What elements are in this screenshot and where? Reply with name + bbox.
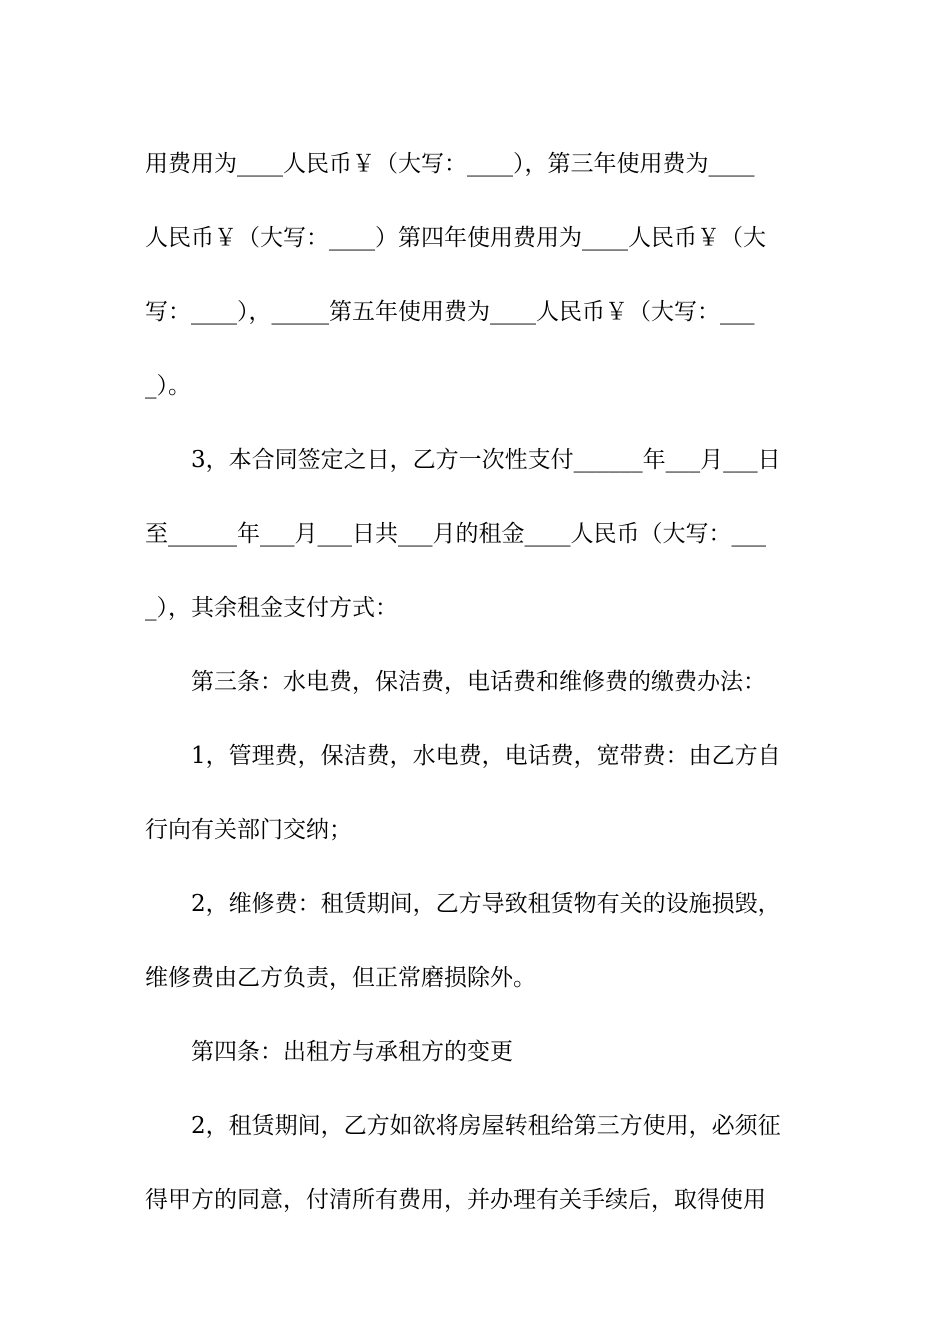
section-heading: 第四条：出租方与承租方的变更 [191,1039,513,1065]
text-line: 3，本合同签定之日，乙方一次性支付______年___月___日 [191,447,781,473]
text-line: 人民币￥（大写：____）第四年使用费用为____人民币￥（大 [145,225,766,251]
text-line: 1，管理费，保洁费，水电费，电话费，宽带费：由乙方自 [191,743,781,769]
contract-text [145,127,805,1237]
section-heading: 第三条：水电费，保洁费，电话费和维修费的缴费办法： [191,669,766,695]
text-line: 写：____），_____第五年使用费为____人民币￥（大写：___ [145,299,755,325]
text-line: _），其余租金支付方式： [145,595,398,621]
text-line: 用费用为____人民币￥（大写：____），第三年使用费为____ [145,151,755,177]
text-line: 维修费由乙方负责，但正常磨损除外。 [145,965,536,991]
text-line: 2，维修费：租赁期间，乙方导致租赁物有关的设施损毁， [191,891,781,917]
text-line: _）。 [145,373,191,399]
text-line: 2，租赁期间，乙方如欲将房屋转租给第三方使用，必须征 [191,1113,781,1139]
text-line: 至______年___月___日共___月的租金____人民币（大写：___ [145,521,766,547]
text-line: 得甲方的同意，付清所有费用，并办理有关手续后，取得使用 [145,1187,766,1213]
text-line: 行向有关部门交纳； [145,817,352,843]
